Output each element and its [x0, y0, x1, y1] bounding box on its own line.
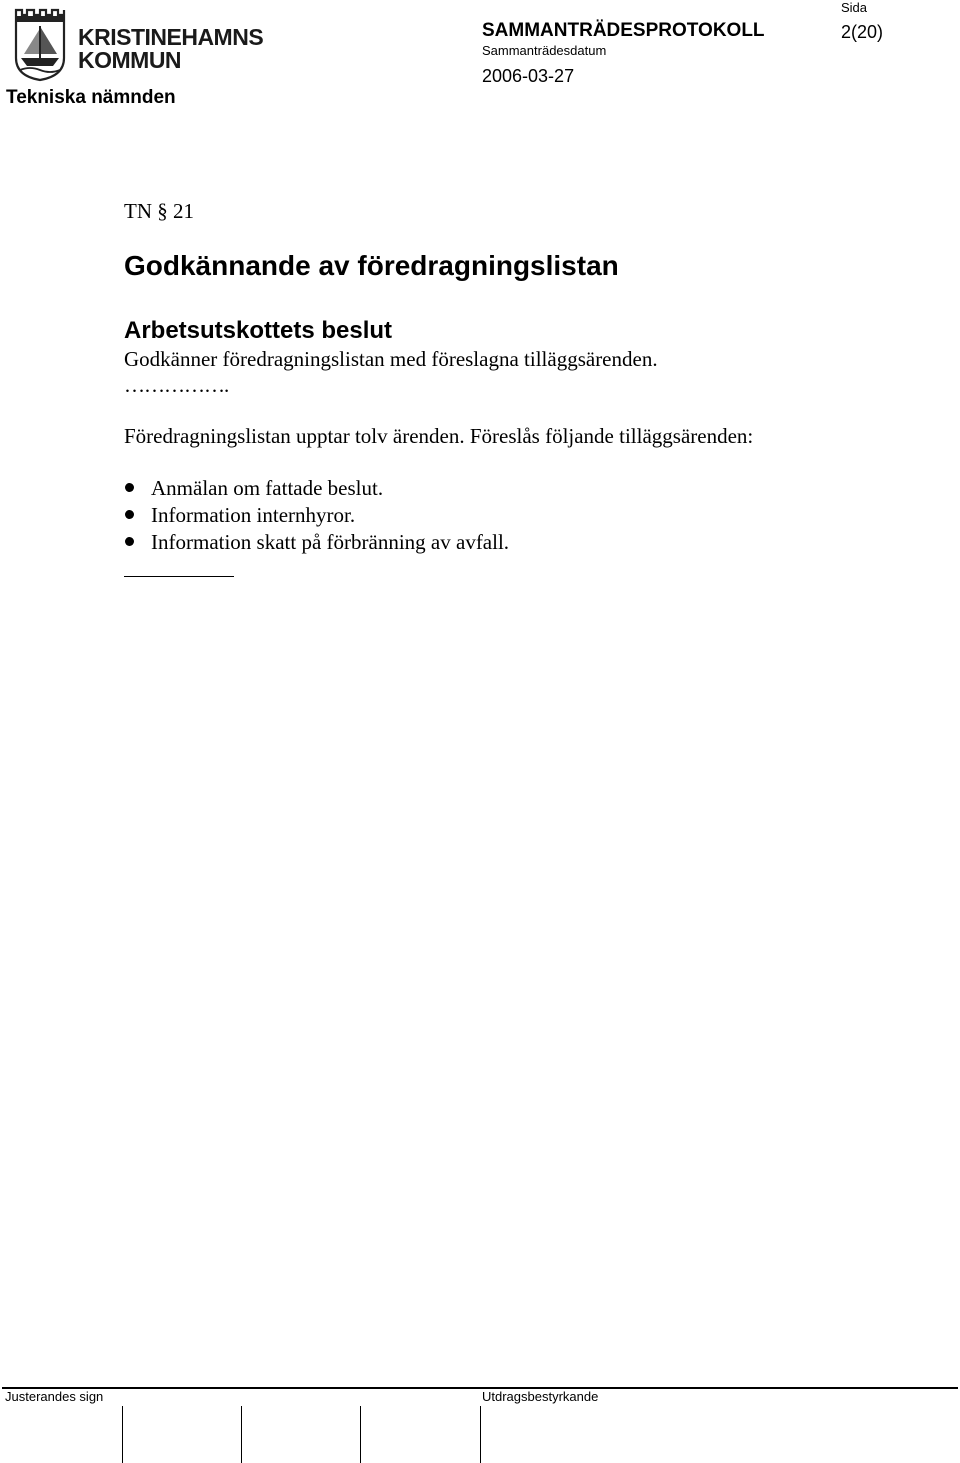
separator-dots: …………….	[124, 373, 229, 397]
coat-of-arms-icon	[12, 6, 68, 82]
signature-box-divider	[241, 1406, 242, 1463]
page-number: 2(20)	[841, 22, 884, 42]
list-item	[124, 530, 509, 557]
bullet-icon	[125, 510, 134, 519]
section-end-rule	[124, 576, 234, 577]
list-item	[124, 476, 509, 503]
committee-name: Tekniska nämnden	[6, 87, 176, 108]
signature-box-divider	[360, 1406, 361, 1463]
page-title: Godkännande av föredragningslistan	[124, 250, 619, 281]
additional-items-list	[124, 476, 509, 557]
list-item	[124, 503, 509, 530]
meeting-date: 2006-03-27	[482, 66, 575, 86]
meeting-date-label: Sammanträdesdatum	[482, 43, 607, 58]
list-item-text: Anmälan om fattade beslut.	[151, 476, 384, 500]
logo-line-1: KRISTINEHAMNS	[78, 24, 264, 50]
document-type: SAMMANTRÄDESPROTOKOLL	[482, 20, 765, 41]
signer-label: Justerandes sign	[5, 1389, 104, 1404]
logo-line-2: KOMMUN	[78, 47, 182, 73]
bullet-icon	[125, 537, 134, 546]
description-text: Föredragningslistan upptar tolv ärenden. Föreslås följande tilläggsärenden:	[124, 424, 754, 448]
decision-heading: Arbetsutskottets beslut	[124, 317, 393, 344]
page-label: Sida	[841, 0, 868, 15]
municipality-logo	[12, 6, 264, 84]
signature-box-divider	[122, 1406, 123, 1463]
logo-wordmark	[78, 26, 263, 72]
decision-text: Godkänner föredragningslistan med föreslagna tilläggsärenden.	[124, 347, 658, 371]
bullet-icon	[125, 483, 134, 492]
certified-label: Utdragsbestyrkande	[482, 1389, 599, 1404]
list-item-text: Information skatt på förbränning av avfall.	[151, 530, 510, 554]
footer-rule	[2, 1387, 958, 1389]
signature-box-divider	[480, 1406, 481, 1463]
section-number: TN § 21	[124, 199, 194, 223]
list-item-text: Information internhyror.	[151, 503, 356, 527]
